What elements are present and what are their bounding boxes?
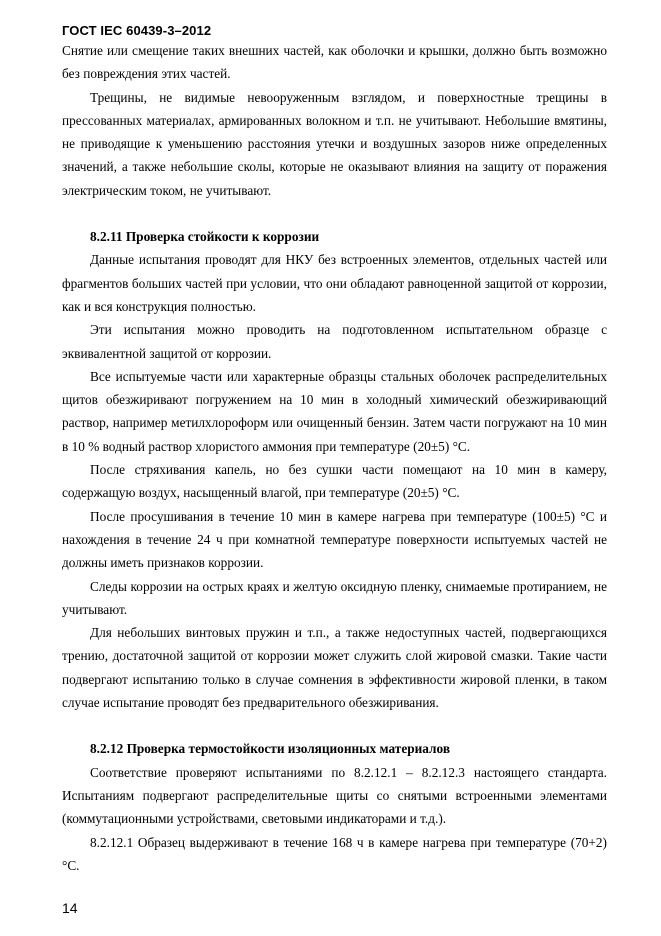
paragraph: Снятие или смещение таких внешних частей, как оболочки и крышки, должно быть возможно без повреждения этих частей. <box>62 43 607 82</box>
paragraph: Все испытуемые части или характерные образцы стальных оболочек распределительных щитов обезжиривают погружением на 10 мин в холодный химический обезжиривающий раствор, например метилхлороформ или очищенный бензин. Затем части погружают на 10 мин в 10 % водный раствор хлористого аммония при температуре (20±5) °С. <box>62 368 607 454</box>
page-number: 14 <box>62 900 78 916</box>
standard-code-header: ГОСТ IEC 60439-3–2012 <box>62 23 212 38</box>
paragraph: После просушивания в течение 10 мин в камере нагрева при температуре (100±5) °С и нахождения в течение 24 ч при комнатной температуре поверхности испытуемых частей не должны иметь признаков коррозии. <box>62 508 607 571</box>
paragraph: Следы коррозии на острых краях и желтую оксидную пленку, снимаемые протиранием, не учитывают. <box>62 578 607 617</box>
paragraph: Соответствие проверяют испытаниями по 8.2.12.1 – 8.2.12.3 настоящего стандарта. Испытаниям подвергают распределительные щиты со снятыми встроенными элементами (коммутационными устройствами, световыми индикаторами и т.д.). <box>62 764 607 827</box>
section-heading-8-2-11: 8.2.11 Проверка стойкости к коррозии <box>90 229 320 245</box>
section-heading-8-2-12: 8.2.12 Проверка термостойкости изоляционных материалов <box>90 741 450 757</box>
paragraph: Эти испытания можно проводить на подготовленном испытательном образце с эквивалентной защитой от коррозии. <box>62 322 607 361</box>
paragraph: После стряхивания капель, но без сушки части помещают на 10 мин в камеру, содержащую воздух, насыщенный влагой, при температуре (20±5) °С. <box>62 462 607 501</box>
paragraph: 8.2.12.1 Образец выдерживают в течение 168 ч в камере нагрева при температуре (70+2) °С. <box>62 834 607 873</box>
paragraph: Для небольших винтовых пружин и т.п., а также недоступных частей, подвергающихся трению, достаточной защитой от коррозии может служить слой жировой смазки. Такие части подвергают испытанию только в случае сомнения в эффективности жировой пленки, в таком случае испытание проводят без предварительного обезжиривания. <box>62 625 607 711</box>
paragraph: Данные испытания проводят для НКУ без встроенных элементов, отдельных частей или фрагментов больших частей при условии, что они обладают равноценной защитой от коррозии, как и вся конструкция полностью. <box>62 252 607 314</box>
paragraph: Трещины, не видимые невооруженным взглядом, и поверхностные трещины в прессованных материалах, армированных волокном и т.п. не учитывают. Небольшие вмятины, не приводящие к уменьшению расстояния утечки и воздушных зазоров ниже определенных значений, а также небольшие сколы, которые не оказывают влияния на защиту от поражения электрическим током, не учитывают. <box>62 89 607 198</box>
document-body <box>62 39 607 877</box>
